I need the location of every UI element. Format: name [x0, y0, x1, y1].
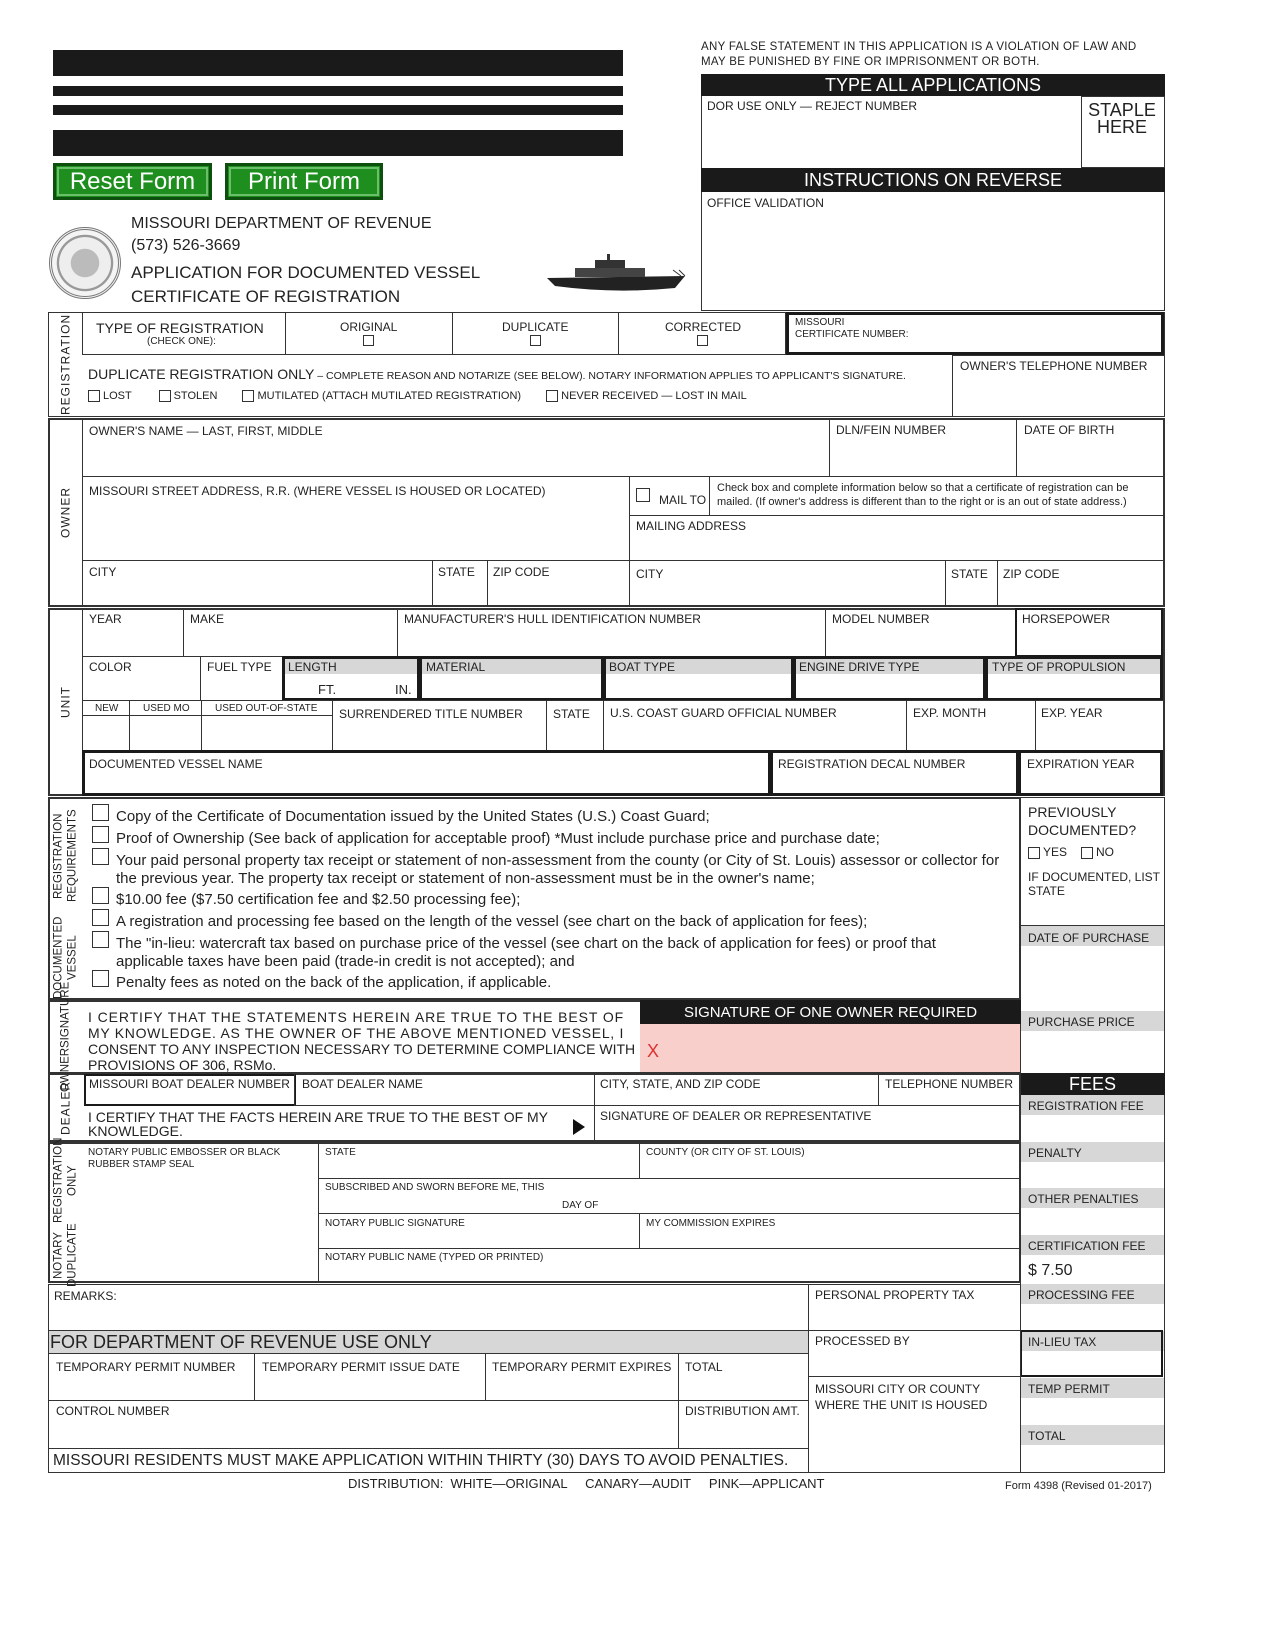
- stolen-label: STOLEN: [173, 390, 218, 402]
- mutilated-checkbox[interactable]: [242, 390, 254, 402]
- original-label: ORIGINAL: [340, 320, 398, 334]
- dup-only-note: – COMPLETE REASON AND NOTARIZE (SEE BELOW). NOTARY INFORMATION APPLIES TO APPLICANT'S SIGNATURE.: [314, 370, 906, 382]
- arrow-right-icon: [573, 1119, 585, 1135]
- req-item-6b: applicable taxes have been paid (trade-in credit is not accepted); and: [116, 953, 575, 970]
- signature-required-header: SIGNATURE OF ONE OWNER REQUIRED: [640, 1000, 1021, 1024]
- dor-reject-label: DOR USE ONLY — REJECT NUMBER: [707, 99, 918, 113]
- mutilated-label: MUTILATED (ATTACH MUTILATED REGISTRATION): [257, 390, 522, 402]
- corrected-label: CORRECTED: [665, 320, 742, 334]
- temp-permit-label: TEMP PERMIT: [1028, 1382, 1110, 1396]
- inlieu-tax-label: IN-LIEU TAX: [1028, 1335, 1097, 1349]
- cert-label-1: MISSOURI: [795, 317, 845, 328]
- req-checkbox-6[interactable]: [92, 931, 109, 948]
- temp-permit-issue-label: TEMPORARY PERMIT ISSUE DATE: [262, 1360, 460, 1374]
- dealer-city-label: CITY, STATE, AND ZIP CODE: [600, 1077, 761, 1091]
- control-number-label: CONTROL NUMBER: [56, 1404, 170, 1418]
- duplicate-only-label: [88, 367, 906, 383]
- remarks-field[interactable]: [48, 1284, 809, 1331]
- prev-doc-label-2: DOCUMENTED?: [1028, 822, 1137, 838]
- mail-city-label: CITY: [636, 567, 664, 581]
- print-form-button[interactable]: Print Form: [225, 163, 383, 200]
- horsepower-label: HORSEPOWER: [1022, 612, 1111, 626]
- owner-section-label: OWNER: [48, 418, 82, 607]
- zip-label: ZIP CODE: [493, 565, 550, 579]
- prev-doc-yes-checkbox[interactable]: [1028, 847, 1040, 859]
- prev-doc-label-1: PREVIOUSLY: [1028, 804, 1117, 820]
- lost-checkbox[interactable]: [88, 390, 100, 402]
- mailing-address-label: MAILING ADDRESS: [636, 519, 747, 533]
- owner-name-label: OWNER'S NAME — LAST, FIRST, MIDDLE: [89, 424, 323, 438]
- distribution-note: DISTRIBUTION: WHITE—ORIGINAL CANARY—AUDIT PINK—APPLICANT: [348, 1476, 825, 1491]
- dealer-telephone-label: TELEPHONE NUMBER: [885, 1077, 1014, 1091]
- mail-zip-label: ZIP CODE: [1003, 567, 1060, 581]
- material-label: MATERIAL: [426, 660, 486, 674]
- dln-label: DLN/FEIN NUMBER: [836, 423, 947, 437]
- warning-line-1: ANY FALSE STATEMENT IN THIS APPLICATION IS A VIOLATION OF LAW AND: [701, 41, 1137, 53]
- sig-label-2: SIGNATURE: [59, 981, 72, 1049]
- owner-certify-2: MY KNOWLEDGE. AS THE OWNER OF THE ABOVE MENTIONED VESSEL, I: [88, 1025, 625, 1041]
- total-fee-label: TOTAL: [1028, 1429, 1066, 1443]
- sig-label-1: OWNER: [59, 1048, 72, 1093]
- exp-year-label: EXP. YEAR: [1041, 706, 1103, 720]
- distribution-amount-label: DISTRIBUTION AMT.: [685, 1404, 800, 1418]
- unit-section-label: UNIT: [48, 608, 82, 796]
- prev-doc-options: [1028, 845, 1114, 859]
- req-item-3b: the previous year. The property tax receipt or statement of non-assessment must be in the owner's name;: [116, 870, 815, 887]
- req-checkbox-7[interactable]: [92, 970, 109, 987]
- form-title-2: CERTIFICATE OF REGISTRATION: [131, 287, 401, 306]
- notary-seal-label-2: RUBBER STAMP SEAL: [88, 1159, 195, 1170]
- penalty-label: PENALTY: [1028, 1146, 1082, 1160]
- never-received-checkbox[interactable]: [546, 390, 558, 402]
- dup-only-title: DUPLICATE REGISTRATION ONLY: [88, 366, 315, 382]
- color-label: COLOR: [89, 660, 132, 674]
- dealer-number-label: MISSOURI BOAT DEALER NUMBER: [89, 1077, 290, 1091]
- original-checkbox[interactable]: [363, 335, 374, 346]
- model-label: MODEL NUMBER: [832, 612, 930, 626]
- exp-month-label: EXP. MONTH: [913, 706, 987, 720]
- divider: [82, 715, 332, 716]
- processing-fee-label: PROCESSING FEE: [1028, 1288, 1135, 1302]
- uscg-number-label: U.S. COAST GUARD OFFICIAL NUMBER: [610, 706, 837, 720]
- used-oos-label: USED OUT-OF-STATE: [215, 703, 318, 714]
- title-state-label: STATE: [553, 707, 590, 721]
- redacted-bar: [53, 130, 623, 156]
- owner-signature-section-label: [48, 981, 82, 1093]
- if-documented-label-2: STATE: [1028, 884, 1065, 898]
- req-label-2: REGISTRATION REQUIREMENTS: [52, 809, 79, 903]
- residents-notice: MISSOURI RESIDENTS MUST MAKE APPLICATION WITHIN THIRTY (30) DAYS TO AVOID PENALTIES.: [53, 1452, 789, 1469]
- owner-certify-3: CONSENT TO ANY INSPECTION NECESSARY TO DETERMINE COMPLIANCE WITH: [88, 1041, 636, 1057]
- if-documented-label-1: IF DOCUMENTED, LIST: [1028, 870, 1161, 884]
- dob-label: DATE OF BIRTH: [1024, 423, 1115, 437]
- req-item-5: A registration and processing fee based on the length of the vessel (see chart on the back of application for fees);: [116, 913, 868, 930]
- fees-header: FEES: [1020, 1073, 1165, 1095]
- mail-to-checkbox[interactable]: [636, 488, 650, 502]
- remarks-label: REMARKS:: [54, 1289, 117, 1303]
- engine-drive-label: ENGINE DRIVE TYPE: [799, 660, 920, 674]
- never-received-label: NEVER RECEIVED — LOST IN MAIL: [561, 390, 747, 402]
- decal-number-label: REGISTRATION DECAL NUMBER: [778, 757, 966, 771]
- corrected-checkbox[interactable]: [697, 335, 708, 346]
- year-label: YEAR: [89, 612, 122, 626]
- req-checkbox-5[interactable]: [92, 909, 109, 926]
- staple-label: STAPLE HERE: [1088, 100, 1156, 137]
- make-label: MAKE: [190, 612, 225, 626]
- date-purchase-label: DATE OF PURCHASE: [1028, 931, 1150, 945]
- propulsion-label: TYPE OF PROPULSION: [992, 660, 1126, 674]
- duplicate-label: DUPLICATE: [502, 320, 569, 334]
- length-label: LENGTH: [288, 660, 337, 674]
- dealer-signature-label: SIGNATURE OF DEALER OR REPRESENTATIVE: [600, 1109, 872, 1123]
- form-number: Form 4398 (Revised 01-2017): [1005, 1480, 1152, 1492]
- expiration-year-label: EXPIRATION YEAR: [1027, 757, 1135, 771]
- new-label: NEW: [95, 703, 119, 714]
- req-checkbox-2[interactable]: [92, 826, 109, 843]
- req-item-2: Proof of Ownership (See back of application for acceptable proof) *Must include purchase price and purchase date;: [116, 830, 880, 847]
- office-validation-label: OFFICE VALIDATION: [707, 196, 824, 210]
- city-county-label-1: MISSOURI CITY OR COUNTY: [815, 1382, 981, 1396]
- dealer-section-label: DEALER: [48, 1073, 82, 1142]
- boat-type-label: BOAT TYPE: [609, 660, 676, 674]
- yes-label: YES: [1043, 845, 1068, 859]
- city-label: CITY: [89, 565, 117, 579]
- requirements-section-label: [48, 797, 82, 1000]
- missouri-seal-icon: [49, 227, 121, 299]
- req-checkbox-1[interactable]: [92, 804, 109, 821]
- in-label: IN.: [395, 682, 412, 697]
- mail-state-label: STATE: [951, 567, 988, 581]
- office-total-label: TOTAL: [685, 1360, 723, 1374]
- notary-signature-label: NOTARY PUBLIC SIGNATURE: [325, 1218, 465, 1229]
- req-checkbox-3[interactable]: [92, 848, 109, 865]
- agency-name: MISSOURI DEPARTMENT OF REVENUE: [131, 215, 432, 232]
- dealer-certify-1: I CERTIFY THAT THE FACTS HEREIN ARE TRUE TO THE BEST OF MY: [88, 1109, 549, 1125]
- req-item-6: The "in-lieu: watercraft tax based on purchase price of the vessel (see chart on the back of application for fees) or proof that: [116, 935, 936, 952]
- registration-section-label: REGISTRATION: [48, 312, 82, 417]
- req-item-1: Copy of the Certificate of Documentation issued by the United States (U.S.) Coast Guard;: [116, 808, 710, 825]
- lost-label: LOST: [103, 390, 132, 402]
- notary-seal-label-1: NOTARY PUBLIC EMBOSSER OR BLACK: [88, 1147, 281, 1158]
- notary-section-label: [48, 1137, 82, 1288]
- owner-telephone-label: OWNER'S TELEPHONE NUMBER: [960, 359, 1148, 373]
- prev-doc-no-checkbox[interactable]: [1081, 847, 1093, 859]
- req-checkbox-4[interactable]: [92, 887, 109, 904]
- fuel-type-label: FUEL TYPE: [207, 660, 272, 674]
- mail-city-field[interactable]: [629, 560, 946, 607]
- divider: [1021, 925, 1164, 926]
- cert-label-2: CERTIFICATE NUMBER:: [795, 329, 909, 340]
- notary-sworn-label: SUBSCRIBED AND SWORN BEFORE ME, THIS: [325, 1182, 545, 1193]
- dealer-name-label: BOAT DEALER NAME: [302, 1077, 423, 1091]
- mail-to-label: MAIL TO: [659, 493, 707, 507]
- notary-state-label: STATE: [325, 1147, 356, 1158]
- temp-permit-number-label: TEMPORARY PERMIT NUMBER: [56, 1360, 236, 1374]
- stolen-checkbox[interactable]: [159, 390, 171, 402]
- mail-note-1: Check box and complete information below so that a certificate of registration can be: [717, 482, 1129, 494]
- redacted-bar: [53, 105, 623, 115]
- req-item-4: $10.00 fee ($7.50 certification fee and $2.50 processing fee);: [116, 891, 521, 908]
- agency-phone: (573) 526-3669: [131, 237, 241, 254]
- form-title-1: APPLICATION FOR DOCUMENTED VESSEL: [131, 263, 481, 282]
- street-label: MISSOURI STREET ADDRESS, R.R. (WHERE VESSEL IS HOUSED OR LOCATED): [89, 484, 546, 498]
- redacted-bar: [53, 50, 623, 76]
- notary-county-label: COUNTY (OR CITY OF ST. LOUIS): [646, 1147, 805, 1158]
- signature-x-mark: X: [647, 1041, 660, 1061]
- notary-commission-label: MY COMMISSION EXPIRES: [646, 1218, 776, 1229]
- mail-note-2: mailed. (If owner's address is different than to the right or is an out of state address.): [717, 496, 1127, 508]
- notary-state-field[interactable]: [318, 1142, 640, 1179]
- vessel-name-label: DOCUMENTED VESSEL NAME: [89, 757, 263, 771]
- instructions-header: INSTRUCTIONS ON REVERSE: [701, 168, 1165, 192]
- duplicate-checkbox[interactable]: [530, 335, 541, 346]
- ft-label: FT.: [318, 682, 337, 697]
- dup-reasons: [88, 389, 747, 403]
- notary-label-1: NOTARY DUPLICATE: [52, 1223, 79, 1288]
- temp-permit-expires-label: TEMPORARY PERMIT EXPIRES: [492, 1360, 672, 1374]
- type-label: TYPE OF REGISTRATION: [96, 320, 264, 336]
- check-one-label: (CHECK ONE):: [147, 336, 216, 347]
- owner-certify-1: I CERTIFY THAT THE STATEMENTS HEREIN ARE TRUE TO THE BEST OF: [88, 1009, 625, 1025]
- no-label: NO: [1096, 845, 1115, 859]
- owner-certify-4: PROVISIONS OF 306, RSMo.: [88, 1057, 277, 1073]
- used-mo-label: USED MO: [143, 703, 190, 714]
- req-label-1: DOCUMENTED VESSEL: [52, 916, 79, 999]
- state-label: STATE: [438, 565, 475, 579]
- notary-label-2: REGISTRATION ONLY: [52, 1137, 79, 1224]
- dealer-certify-2: KNOWLEDGE.: [88, 1123, 183, 1139]
- boat-icon: [545, 252, 691, 294]
- registration-fee-label: REGISTRATION FEE: [1028, 1099, 1144, 1113]
- processed-by-label: PROCESSED BY: [815, 1334, 910, 1348]
- req-item-3: Your paid personal property tax receipt or statement of non-assessment from the county (or City of St. Louis) assessor or collector for: [116, 852, 1000, 869]
- other-penalties-label: OTHER PENALTIES: [1028, 1192, 1139, 1206]
- dor-use-only-label: FOR DEPARTMENT OF REVENUE USE ONLY: [50, 1332, 432, 1352]
- mail-to-divider: [709, 477, 710, 515]
- warning-line-2: MAY BE PUNISHED BY FINE OR IMPRISONMENT OR BOTH.: [701, 56, 1040, 68]
- notary-day-of-label: DAY OF: [562, 1200, 599, 1211]
- req-item-7: Penalty fees as noted on the back of the application, if applicable.: [116, 974, 552, 991]
- purchase-price-label: PURCHASE PRICE: [1028, 1015, 1135, 1029]
- type-all-header: TYPE ALL APPLICATIONS: [701, 74, 1165, 96]
- hull-id-label: MANUFACTURER'S HULL IDENTIFICATION NUMBER: [404, 612, 701, 626]
- city-county-label-2: WHERE THE UNIT IS HOUSED: [815, 1398, 988, 1412]
- redacted-bar: [53, 86, 623, 96]
- certification-fee-label: CERTIFICATION FEE: [1028, 1239, 1146, 1253]
- city-field[interactable]: [82, 560, 433, 607]
- reset-form-button[interactable]: Reset Form: [53, 163, 212, 200]
- personal-property-tax-label: PERSONAL PROPERTY TAX: [815, 1288, 975, 1302]
- surrendered-title-label: SURRENDERED TITLE NUMBER: [339, 707, 523, 721]
- certification-fee-value: $ 7.50: [1028, 1262, 1073, 1279]
- notary-name-label: NOTARY PUBLIC NAME (TYPED OR PRINTED): [325, 1252, 544, 1263]
